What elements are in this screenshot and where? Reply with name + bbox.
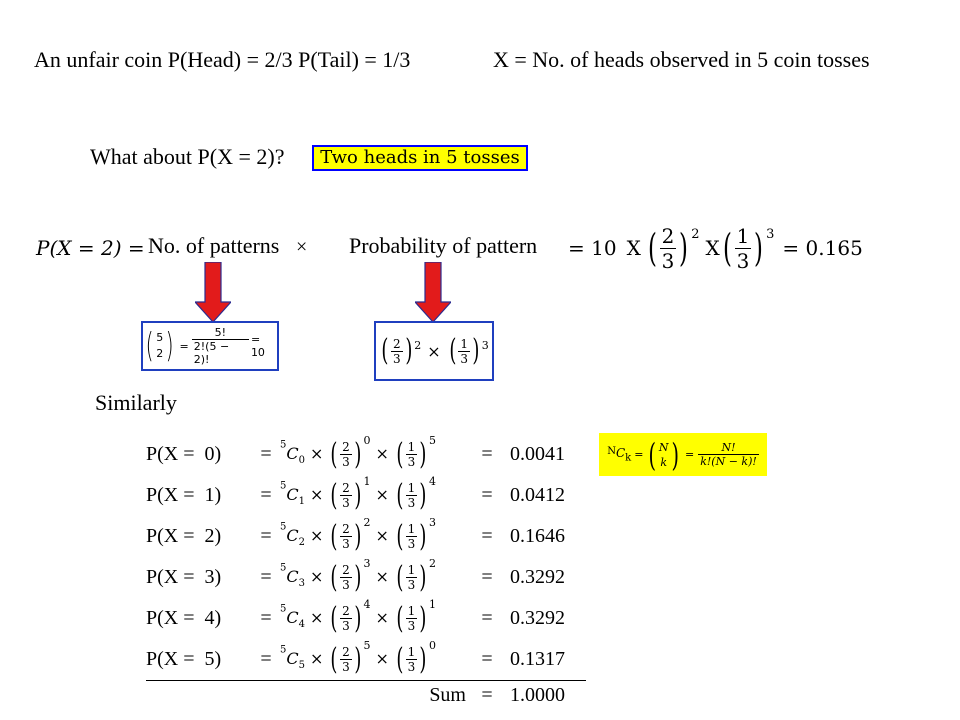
exponent: 1 — [363, 474, 371, 488]
k-symbol: k — [625, 452, 632, 464]
num: 1 — [460, 336, 469, 351]
formula-result — [568, 218, 863, 278]
exponent: 3 — [766, 226, 775, 242]
num: 1 — [407, 481, 416, 495]
n-superscript: 5 — [280, 439, 287, 451]
num: 2 — [342, 522, 350, 536]
num: 2 — [342, 604, 350, 618]
row-equals: = — [260, 566, 272, 588]
row-label: P(X = 4) — [146, 607, 222, 629]
den: 3 — [407, 660, 416, 674]
row-value: 0.3292 — [510, 566, 565, 588]
den: 3 — [736, 248, 750, 273]
coin-description: An unfair coin P(Head) = 2/3 P(Tail) = 1/3 — [34, 47, 411, 72]
num: 2 — [661, 223, 675, 248]
num: 1 — [407, 645, 416, 659]
num: 1 — [407, 604, 416, 618]
fraction-one-third: ( $\frac{1}{3}$ ) — [722, 223, 764, 273]
exponent: 2 — [428, 556, 436, 570]
den: 3 — [661, 248, 675, 273]
row-value: 0.1317 — [510, 648, 565, 670]
row-equals: = — [260, 484, 272, 506]
exponent: 5 — [363, 638, 371, 652]
den: 3 — [407, 455, 416, 469]
row-equals: = — [260, 525, 272, 547]
n-superscript: 5 — [280, 644, 287, 656]
exponent: 3 — [428, 515, 436, 529]
k-subscript: 4 — [298, 619, 305, 631]
row-value: 0.0041 — [510, 443, 565, 465]
num: 1 — [736, 223, 750, 248]
arrow-down-icon — [195, 262, 231, 322]
combo-bottom: 2 — [156, 347, 164, 360]
row-expression: $^5C_2$ × ( $\frac{2}{3}$ ) $^2$× ( $\frac{1}{3}$ ) $^3$ — [280, 515, 436, 554]
choose-top: N — [658, 440, 669, 454]
num: 1 — [407, 440, 416, 454]
result-prefix: = 10 — [568, 236, 617, 260]
row-label: P(X = 1) — [146, 484, 222, 506]
k-subscript: 5 — [298, 660, 305, 672]
n-superscript: 5 — [280, 603, 287, 615]
formula-lhs: P(X = 2) = — [36, 236, 145, 260]
exponent: 3 — [363, 556, 371, 570]
row-equals: = — [481, 525, 493, 547]
row-equals: = — [481, 443, 493, 465]
table-row — [146, 557, 586, 598]
row-equals: = — [481, 648, 493, 670]
num: 2 — [342, 440, 350, 454]
exponent: 2 — [691, 226, 700, 242]
table-row — [146, 639, 586, 681]
x-symbol-1: X — [626, 236, 641, 260]
row-expression: $^5C_5$ × ( $\frac{2}{3}$ ) $^5$× ( $\frac{1}{3}$ ) $^0$ — [280, 638, 436, 677]
exponent: 1 — [428, 597, 436, 611]
probability-label: Probability of pattern — [349, 233, 538, 258]
den: 3 — [342, 537, 350, 551]
den: 3 — [407, 496, 416, 510]
k-subscript: 0 — [298, 455, 305, 467]
row-expression: $^5C_1$ × ( $\frac{2}{3}$ ) $^1$× ( $\frac{1}{3}$ ) $^4$ — [280, 474, 436, 513]
table-row — [146, 434, 586, 475]
row-label: P(X = 5) — [146, 648, 222, 670]
times-symbol: × — [296, 236, 308, 258]
pattern-box: ( $\frac{2}{3}$ ) $^2$ × ( $\frac{1}{3}$ ) $^3$ — [374, 321, 494, 381]
exponent: 5 — [428, 433, 436, 447]
row-label: P(X = 3) — [146, 566, 222, 588]
den: 3 — [342, 496, 350, 510]
row-equals: = — [481, 484, 493, 506]
n-superscript: 5 — [280, 562, 287, 574]
arrow-down-icon — [415, 262, 451, 322]
exponent: 0 — [428, 638, 436, 652]
n-superscript: 5 — [280, 480, 287, 492]
den: 3 — [342, 619, 350, 633]
exponent: 0 — [363, 433, 371, 447]
patterns-label: No. of patterns — [148, 233, 280, 258]
table-row — [146, 475, 586, 516]
probability-table — [146, 434, 586, 709]
similarly-label: Similarly — [95, 390, 177, 415]
row-value: 0.3292 — [510, 607, 565, 629]
formula-den: k!(N − k)! — [700, 455, 757, 468]
table-row — [146, 598, 586, 639]
row-label: P(X = 0) — [146, 443, 222, 465]
k-subscript: 2 — [298, 537, 305, 549]
exponent: 4 — [363, 597, 371, 611]
sum-row — [146, 681, 586, 710]
c-symbol: C — [615, 445, 626, 460]
num: 2 — [342, 563, 350, 577]
num: 1 — [407, 563, 416, 577]
k-subscript: 3 — [298, 578, 305, 590]
row-expression: $^5C_4$ × ( $\frac{2}{3}$ ) $^4$× ( $\frac{1}{3}$ ) $^1$ — [280, 597, 436, 636]
row-expression: $^5C_3$ × ( $\frac{2}{3}$ ) $^3$× ( $\frac{1}{3}$ ) $^2$ — [280, 556, 436, 595]
den: 3 — [407, 619, 416, 633]
x-definition: X = No. of heads observed in 5 coin tosses — [493, 47, 870, 72]
combo-top: 5 — [156, 331, 164, 344]
k-subscript: 1 — [298, 496, 305, 508]
sum-equals: = — [472, 681, 502, 710]
row-equals: = — [260, 607, 272, 629]
highlight-box: Two heads in 5 tosses — [312, 145, 528, 171]
row-expression: $^5C_0$ × ( $\frac{2}{3}$ ) $^0$× ( $\frac{1}{3}$ ) $^5$ — [280, 433, 436, 472]
row-equals: = — [260, 648, 272, 670]
num: 1 — [407, 522, 416, 536]
exponent: 2 — [414, 338, 422, 352]
combo-result: = 10 — [250, 333, 265, 359]
n-symbol: N — [607, 445, 616, 457]
den: 3 — [407, 537, 416, 551]
num: 2 — [342, 481, 350, 495]
formula-num: N! — [721, 441, 736, 454]
row-equals: = — [481, 607, 493, 629]
table-row — [146, 516, 586, 557]
choose-bottom: k — [660, 455, 668, 469]
den: 3 — [392, 351, 401, 366]
den: 3 — [342, 578, 350, 592]
num: 2 — [392, 336, 401, 351]
combo-den: 2!(5 − 2)! — [192, 339, 249, 366]
row-equals: = — [481, 566, 493, 588]
sum-value: 1.0000 — [502, 681, 586, 710]
exponent: 3 — [481, 338, 489, 352]
exponent: 2 — [363, 515, 371, 529]
den: 3 — [342, 455, 350, 469]
combo-num: 5! — [214, 326, 227, 339]
combination-formula-box: $^NC_k$ = ( N k ) = $\frac{N!}{k!(N - k)!}$ — [599, 433, 767, 476]
fraction-two-thirds: ( $\frac{2}{3}$ ) — [647, 223, 689, 273]
row-label: P(X = 2) — [146, 525, 222, 547]
question-text: What about P(X = 2)? — [90, 144, 285, 169]
result-value: = 0.165 — [782, 236, 863, 260]
row-equals: = — [260, 443, 272, 465]
den: 3 — [460, 351, 469, 366]
n-superscript: 5 — [280, 521, 287, 533]
exponent: 4 — [428, 474, 436, 488]
combination-box: ( 5 2 ) = $\frac{5!}{2!(5 - 2)!}$ = 10 — [141, 321, 279, 371]
sum-label: Sum — [252, 681, 472, 710]
x-symbol-2: X — [705, 236, 720, 260]
den: 3 — [342, 660, 350, 674]
row-value: 0.1646 — [510, 525, 565, 547]
den: 3 — [407, 578, 416, 592]
row-value: 0.0412 — [510, 484, 565, 506]
num: 2 — [342, 645, 350, 659]
